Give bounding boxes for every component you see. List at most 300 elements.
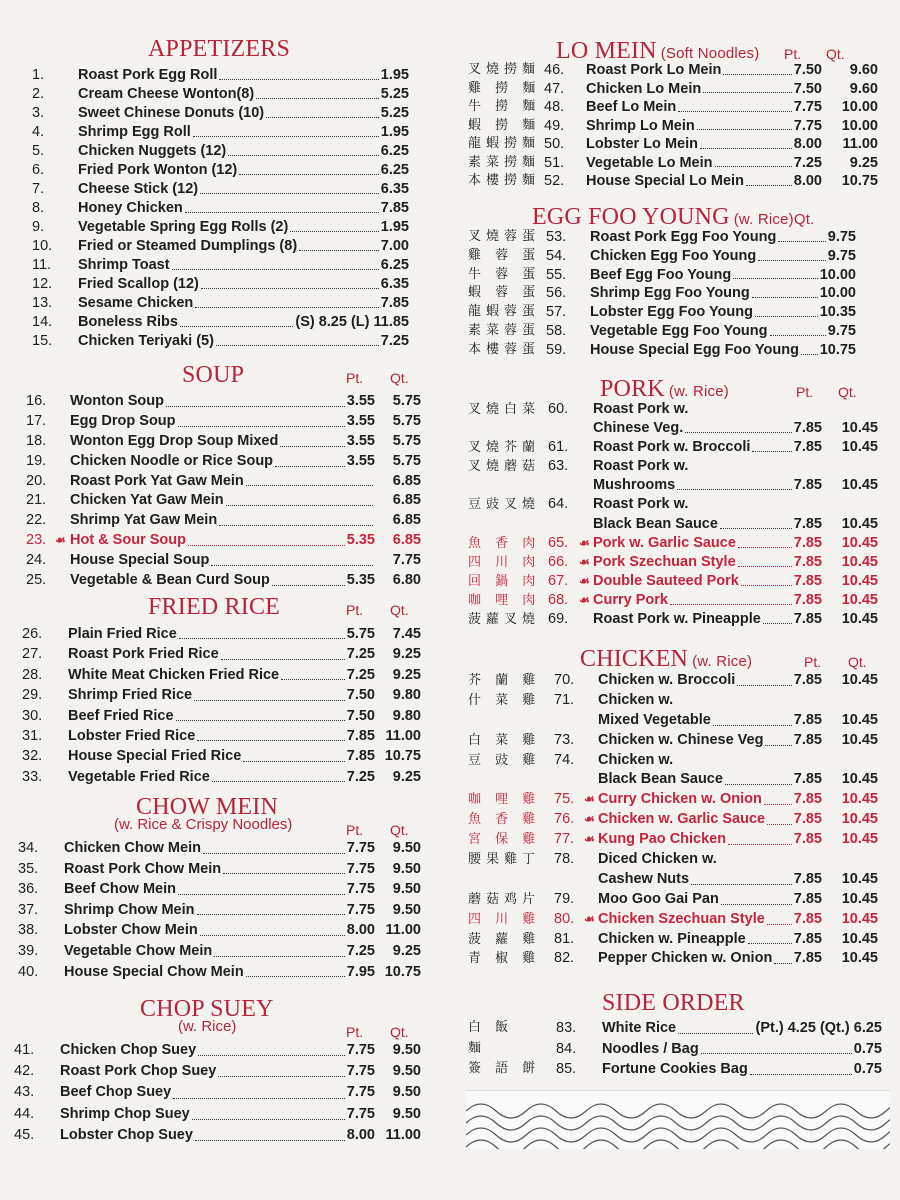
item-price: 7.25 xyxy=(380,333,409,349)
qt-header: Qt. xyxy=(826,46,845,62)
dot-leader xyxy=(185,212,379,213)
dot-leader xyxy=(176,720,345,721)
menu-item-row[interactable] xyxy=(12,1040,421,1061)
dot-leader xyxy=(166,406,345,407)
menu-item-row[interactable] xyxy=(462,671,890,691)
dot-leader xyxy=(180,326,293,327)
spicy-icon: ☙ xyxy=(579,592,590,607)
section-subtitle: (w. Rice)Qt. xyxy=(733,211,815,228)
menu-item-row[interactable] xyxy=(12,294,417,313)
item-number: 2. xyxy=(32,86,45,102)
menu-item-row[interactable] xyxy=(12,313,417,332)
menu-item-row[interactable] xyxy=(12,237,417,256)
item-price-qt: 5.75 xyxy=(392,452,421,469)
dot-leader xyxy=(256,98,379,99)
item-name: Vegetable Spring Egg Rolls (2) xyxy=(78,219,289,235)
dot-leader xyxy=(750,1074,852,1075)
menu-item-row-cont[interactable] xyxy=(462,419,890,438)
menu-item-row[interactable] xyxy=(462,400,890,419)
item-price-qt: 5.75 xyxy=(392,432,421,449)
item-name: Chicken Nuggets (12) xyxy=(78,143,227,159)
item-price-qt: 9.50 xyxy=(392,860,421,877)
item-name: Boneless Ribs xyxy=(78,314,178,330)
section-title-text: PORK xyxy=(600,376,665,402)
menu-item-row[interactable] xyxy=(12,941,421,962)
menu-item-row[interactable] xyxy=(12,838,421,859)
chinese-name: 龍蝦蓉蛋 xyxy=(468,304,541,320)
menu-item-row[interactable] xyxy=(462,284,890,303)
item-number: 61. xyxy=(548,439,569,456)
item-number: 50. xyxy=(544,136,565,152)
item-name: Fried Scallop (12) xyxy=(78,276,199,292)
item-number: 43. xyxy=(14,1084,35,1101)
egg-foo-young-section xyxy=(462,204,890,360)
item-price-pt: 7.25 xyxy=(346,666,375,683)
section-title xyxy=(602,990,745,1017)
dot-leader xyxy=(172,269,379,270)
item-price-pt: 7.85 xyxy=(793,672,822,688)
item-name: House Special Lo Mein xyxy=(586,173,744,189)
dot-leader xyxy=(725,784,792,785)
menu-item-row[interactable] xyxy=(12,1104,421,1125)
item-price: 7.00 xyxy=(380,238,409,254)
chinese-name: 什 菜 雞 xyxy=(468,692,541,708)
dot-leader xyxy=(221,659,345,660)
dot-leader xyxy=(767,924,792,925)
pork-header xyxy=(462,376,890,400)
dot-leader xyxy=(713,725,792,726)
chinese-name: 簽 語 餅 xyxy=(468,1061,541,1076)
menu-item-row[interactable] xyxy=(462,890,890,910)
item-price-qt: 10.45 xyxy=(841,553,878,570)
item-name: Mushrooms xyxy=(593,477,676,494)
spicy-icon: ☙ xyxy=(584,792,595,807)
item-number: 65. xyxy=(548,534,569,551)
menu-item-row[interactable] xyxy=(12,726,421,746)
item-price-qt: 11.00 xyxy=(385,727,421,744)
dot-leader xyxy=(678,1033,753,1034)
item-number: 39. xyxy=(18,942,39,959)
item-price-qt: 10.45 xyxy=(841,791,878,808)
item-number: 47. xyxy=(544,80,565,97)
chow-mein-header xyxy=(12,794,417,838)
item-name: Chicken w. Chinese Veg xyxy=(598,731,764,748)
item-price-qt: 9.25 xyxy=(392,768,421,785)
menu-item-row[interactable] xyxy=(12,531,421,551)
item-name: Chicken w. xyxy=(598,751,674,768)
menu-item-row[interactable] xyxy=(12,452,421,472)
item-price-qt: 9.50 xyxy=(392,1084,421,1101)
dot-leader xyxy=(272,585,345,586)
item-price-pt: 7.85 xyxy=(793,890,822,907)
menu-item-row[interactable] xyxy=(462,850,890,870)
menu-item-row[interactable] xyxy=(12,123,417,142)
menu-item-row[interactable] xyxy=(462,154,890,173)
item-price-qt: 10.45 xyxy=(841,515,878,532)
menu-item-row[interactable] xyxy=(462,731,890,751)
item-price: (S) 8.25 (L) 11.85 xyxy=(295,314,409,330)
item-number: 63. xyxy=(548,458,569,475)
item-number: 1. xyxy=(32,67,45,83)
menu-item-row[interactable] xyxy=(12,104,417,123)
item-price-qt: 10.00 xyxy=(819,266,856,283)
item-price-qt: 7.75 xyxy=(392,552,421,569)
item-name: Roast Pork Fried Rice xyxy=(68,646,219,663)
menu-item-row[interactable] xyxy=(462,228,890,247)
item-number: 13. xyxy=(32,295,53,311)
menu-item-row[interactable] xyxy=(462,61,890,80)
item-price-qt: 10.45 xyxy=(841,711,878,728)
item-name: Shrimp Chow Mein xyxy=(64,901,195,918)
menu-item-row[interactable] xyxy=(12,920,421,941)
item-name: Shrimp Egg Foo Young xyxy=(590,285,750,302)
item-name: Beef Chop Suey xyxy=(60,1084,172,1101)
item-name: Shrimp Chop Suey xyxy=(60,1105,190,1122)
item-price-qt: 10.45 xyxy=(841,672,878,688)
menu-item-row[interactable] xyxy=(462,790,890,810)
menu-item-row[interactable] xyxy=(462,80,890,99)
item-name: Roast Pork Egg Roll xyxy=(78,67,218,83)
menu-item-row[interactable] xyxy=(462,591,890,610)
menu-item-row[interactable] xyxy=(462,1018,890,1039)
chinese-name: 四 川 肉 xyxy=(468,554,541,570)
dot-leader xyxy=(193,136,379,137)
menu-item-row[interactable] xyxy=(462,534,890,553)
item-price-pt: 3.55 xyxy=(346,412,375,429)
item-number: 20. xyxy=(26,472,47,489)
item-number: 74. xyxy=(554,751,575,768)
item-price-qt: 10.00 xyxy=(841,117,878,134)
menu-item-row[interactable] xyxy=(12,218,417,237)
menu-item-row[interactable] xyxy=(12,491,421,511)
item-name: Roast Pork Egg Foo Young xyxy=(590,229,777,245)
menu-item-row[interactable] xyxy=(12,767,421,787)
menu-item-row[interactable] xyxy=(12,332,417,351)
item-price-pt: 7.75 xyxy=(793,117,822,134)
dot-leader xyxy=(764,804,792,805)
item-name: Sesame Chicken xyxy=(78,295,194,311)
item-name: Roast Pork w. xyxy=(593,458,689,475)
menu-item-row[interactable] xyxy=(462,949,890,969)
menu-item-row[interactable] xyxy=(12,665,421,685)
menu-item-row[interactable] xyxy=(12,472,421,492)
menu-item-row[interactable] xyxy=(12,275,417,294)
dot-leader xyxy=(239,174,379,175)
menu-item-row[interactable] xyxy=(462,457,890,476)
item-number: 25. xyxy=(26,572,47,589)
item-name: Chicken w. Pineapple xyxy=(598,930,746,947)
chinese-name: 四 川 雞 xyxy=(468,911,541,927)
item-number: 78. xyxy=(554,851,575,868)
menu-item-row[interactable] xyxy=(12,685,421,705)
menu-item-row-cont[interactable] xyxy=(462,870,890,890)
menu-item-row-cont[interactable] xyxy=(462,711,890,731)
item-name: Curry Pork xyxy=(593,591,668,608)
item-price-qt: 9.25 xyxy=(392,666,421,683)
chinese-name: 菠 蘿 雞 xyxy=(468,931,541,947)
item-price-pt: 7.85 xyxy=(793,553,822,570)
dot-leader xyxy=(197,914,345,915)
menu-item-row[interactable] xyxy=(462,553,890,572)
section-subtitle: (w. Rice) xyxy=(692,653,753,670)
menu-item-row[interactable] xyxy=(12,392,421,412)
item-price: 5.25 xyxy=(380,86,409,102)
item-name: House Special Egg Foo Young xyxy=(590,341,799,358)
menu-item-row[interactable] xyxy=(12,256,417,275)
item-price-qt: 10.45 xyxy=(841,930,878,947)
item-price-pt: 7.75 xyxy=(346,901,375,918)
dot-leader xyxy=(765,745,791,746)
spicy-icon: ☙ xyxy=(584,832,595,847)
item-price-qt: 10.75 xyxy=(819,341,856,358)
chinese-name: 素菜撈麵 xyxy=(468,154,541,170)
item-price-pt: 7.85 xyxy=(793,711,822,728)
menu-item-row[interactable] xyxy=(462,135,890,154)
item-number: 56. xyxy=(546,285,567,302)
item-price: 6.25 xyxy=(380,257,409,273)
item-number: 82. xyxy=(554,950,575,967)
appetizers-header xyxy=(12,36,417,66)
chicken-section xyxy=(462,646,890,969)
item-price-pt: 3.55 xyxy=(346,452,375,469)
dot-leader xyxy=(290,231,378,232)
section-title: CHOW MEIN xyxy=(136,794,279,820)
section-subtitle: (w. Rice) xyxy=(178,1018,237,1035)
dot-leader xyxy=(670,604,792,605)
menu-item-row[interactable] xyxy=(462,691,890,711)
qt-header: Qt. xyxy=(390,370,409,386)
fried-rice-section xyxy=(12,594,421,787)
menu-item-row[interactable] xyxy=(462,117,890,136)
menu-item-row[interactable] xyxy=(12,1125,421,1146)
menu-item-row[interactable] xyxy=(12,900,421,921)
item-price-pt: 7.85 xyxy=(793,420,822,437)
item-name: Egg Drop Soup xyxy=(70,412,176,429)
item-number: 45. xyxy=(14,1126,35,1143)
dot-leader xyxy=(721,904,792,905)
menu-item-row[interactable] xyxy=(462,610,890,629)
section-subtitle: (w. Rice) xyxy=(668,383,729,400)
dot-leader xyxy=(173,1098,345,1099)
item-number: 42. xyxy=(14,1063,35,1080)
item-price-pt: 7.25 xyxy=(346,768,375,785)
item-price-qt: 9.50 xyxy=(392,881,421,898)
item-price-pt: 8.00 xyxy=(346,1126,375,1143)
item-price-pt: 7.75 xyxy=(346,840,375,856)
item-number: 29. xyxy=(22,687,43,704)
section-title: APPETIZERS xyxy=(148,36,291,62)
menu-item-row[interactable] xyxy=(12,879,421,900)
dot-leader xyxy=(280,446,344,447)
item-number: 37. xyxy=(18,901,39,918)
pt-header: Pt. xyxy=(346,602,364,618)
item-number: 52. xyxy=(544,173,565,189)
item-number: 67. xyxy=(548,572,569,589)
menu-item-row[interactable] xyxy=(12,859,421,880)
item-price: 6.25 xyxy=(380,162,409,178)
dot-leader xyxy=(216,345,379,346)
item-number: 19. xyxy=(26,452,47,469)
dot-leader xyxy=(697,129,792,130)
item-number: 5. xyxy=(32,143,45,159)
menu-item-row[interactable] xyxy=(462,830,890,850)
menu-item-row[interactable] xyxy=(12,644,421,664)
item-name: Sweet Chinese Donuts (10) xyxy=(78,105,265,121)
item-name: Vegetable Egg Foo Young xyxy=(590,322,768,339)
spicy-icon: ☙ xyxy=(55,533,66,548)
item-price: 1.95 xyxy=(380,219,409,235)
menu-item-row[interactable] xyxy=(12,706,421,726)
item-number: 80. xyxy=(554,910,575,927)
item-name: Honey Chicken xyxy=(78,200,183,216)
menu-item-row[interactable] xyxy=(12,1061,421,1082)
item-price-pt: 8.00 xyxy=(793,173,822,189)
menu-item-row[interactable] xyxy=(12,432,421,452)
item-name: Fried or Steamed Dumplings (8) xyxy=(78,238,298,254)
wave-pattern-icon xyxy=(466,1091,890,1149)
item-number: 23. xyxy=(26,532,47,549)
menu-item-row[interactable] xyxy=(462,172,890,191)
menu-item-row-cont[interactable] xyxy=(462,476,890,495)
menu-item-row[interactable] xyxy=(12,624,421,644)
item-name: Beef Egg Foo Young xyxy=(590,266,732,283)
chinese-name: 咖 哩 肉 xyxy=(468,592,541,608)
item-price-qt: 10.75 xyxy=(384,748,421,765)
item-name: Chicken Yat Gaw Mein xyxy=(70,492,224,509)
menu-item-row[interactable] xyxy=(462,322,890,341)
item-name: Shrimp Yat Gaw Mein xyxy=(70,512,218,529)
menu-item-row-cont[interactable] xyxy=(462,515,890,534)
section-title-text: CHICKEN xyxy=(580,646,689,672)
menu-item-row[interactable] xyxy=(12,180,417,199)
dot-leader xyxy=(746,185,792,186)
section-title xyxy=(580,646,752,673)
dot-leader xyxy=(223,873,345,874)
menu-item-row[interactable] xyxy=(12,142,417,161)
item-price-pt: 7.85 xyxy=(793,910,822,927)
item-price-qt: 9.50 xyxy=(392,1105,421,1122)
item-name: Black Bean Sauce xyxy=(593,515,718,532)
item-number: 57. xyxy=(546,304,567,321)
appetizers-section xyxy=(12,36,417,351)
item-price: 1.95 xyxy=(380,67,409,83)
menu-item-row[interactable] xyxy=(12,1082,421,1103)
menu-item-row[interactable] xyxy=(462,266,890,285)
item-price: 6.25 xyxy=(380,143,409,159)
menu-item-row[interactable] xyxy=(462,751,890,771)
menu-item-row[interactable] xyxy=(462,910,890,930)
menu-item-row[interactable] xyxy=(462,572,890,591)
item-number: 10. xyxy=(32,238,53,254)
menu-item-row[interactable] xyxy=(462,1059,890,1080)
menu-item-row[interactable] xyxy=(12,161,417,180)
item-name: Roast Pork Lo Mein xyxy=(586,62,722,78)
item-name: Shrimp Fried Rice xyxy=(68,687,193,704)
item-name: Beef Fried Rice xyxy=(68,707,174,724)
item-number: 8. xyxy=(32,200,45,216)
item-price-pt: 7.75 xyxy=(346,881,375,898)
dot-leader xyxy=(200,193,379,194)
menu-item-row[interactable] xyxy=(462,1039,890,1060)
menu-item-row[interactable] xyxy=(12,551,421,571)
chinese-name: 牛 撈 麵 xyxy=(468,99,541,114)
dot-leader xyxy=(701,1053,852,1054)
item-number: 12. xyxy=(32,276,53,292)
menu-item-row[interactable] xyxy=(12,199,417,218)
item-number: 59. xyxy=(546,341,567,358)
item-price-qt: 9.25 xyxy=(392,942,421,959)
menu-item-row[interactable] xyxy=(12,66,417,85)
dot-leader xyxy=(194,700,345,701)
item-number: 49. xyxy=(544,117,565,134)
item-name: Double Sauteed Pork xyxy=(593,572,739,589)
item-price-pt: 8.00 xyxy=(793,136,822,152)
item-number: 81. xyxy=(554,930,575,947)
item-number: 18. xyxy=(26,432,47,449)
menu-item-row[interactable] xyxy=(12,571,421,591)
item-number: 16. xyxy=(26,393,47,409)
menu-item-row[interactable] xyxy=(12,511,421,531)
lo-mein-header xyxy=(462,38,890,64)
menu-item-row[interactable] xyxy=(462,438,890,457)
item-price-pt: 7.25 xyxy=(346,942,375,959)
item-number: 73. xyxy=(554,731,575,748)
dot-leader xyxy=(192,1119,345,1120)
chinese-name: 叉燒蘑菇 xyxy=(468,459,541,475)
item-price-qt: 9.25 xyxy=(392,646,421,663)
dot-leader xyxy=(219,525,373,526)
menu-item-row[interactable] xyxy=(462,303,890,322)
menu-item-row[interactable] xyxy=(12,85,417,104)
item-price-qt: 10.45 xyxy=(841,591,878,608)
dot-leader xyxy=(178,426,345,427)
item-price-qt: 9.80 xyxy=(392,707,421,724)
menu-item-row[interactable] xyxy=(462,930,890,950)
item-name: Fortune Cookies Bag xyxy=(602,1061,748,1077)
item-name: Chicken Egg Foo Young xyxy=(590,247,757,264)
item-price-qt: 10.00 xyxy=(819,285,856,302)
item-name: Pork w. Garlic Sauce xyxy=(593,534,736,551)
menu-item-row-cont[interactable] xyxy=(462,770,890,790)
menu-item-row[interactable] xyxy=(462,495,890,514)
menu-item-row[interactable] xyxy=(12,746,421,766)
dot-leader xyxy=(748,943,792,944)
item-name: Shrimp Egg Roll xyxy=(78,124,191,140)
dot-leader xyxy=(770,335,826,336)
dot-leader xyxy=(195,307,379,308)
dot-leader xyxy=(755,316,818,317)
qt-header: Qt. xyxy=(848,654,867,670)
menu-item-row[interactable] xyxy=(462,341,890,360)
menu-item-row[interactable] xyxy=(462,98,890,117)
menu-item-row[interactable] xyxy=(462,810,890,830)
item-number: 68. xyxy=(548,591,569,608)
dot-leader xyxy=(685,432,792,433)
item-name: Black Bean Sauce xyxy=(598,771,723,788)
dot-leader xyxy=(243,761,345,762)
item-number: 9. xyxy=(32,219,45,235)
item-name: Fried Pork Wonton (12) xyxy=(78,162,238,178)
pt-header: Pt. xyxy=(346,822,364,838)
spicy-icon: ☙ xyxy=(579,535,590,550)
chinese-name: 叉燒蓉蛋 xyxy=(468,229,541,244)
menu-item-row[interactable] xyxy=(12,412,421,432)
dot-leader xyxy=(275,466,345,467)
dot-leader xyxy=(774,963,791,964)
menu-item-row[interactable] xyxy=(462,247,890,266)
menu-item-row[interactable] xyxy=(12,962,421,983)
item-name: Chicken Chow Mein xyxy=(64,840,201,856)
